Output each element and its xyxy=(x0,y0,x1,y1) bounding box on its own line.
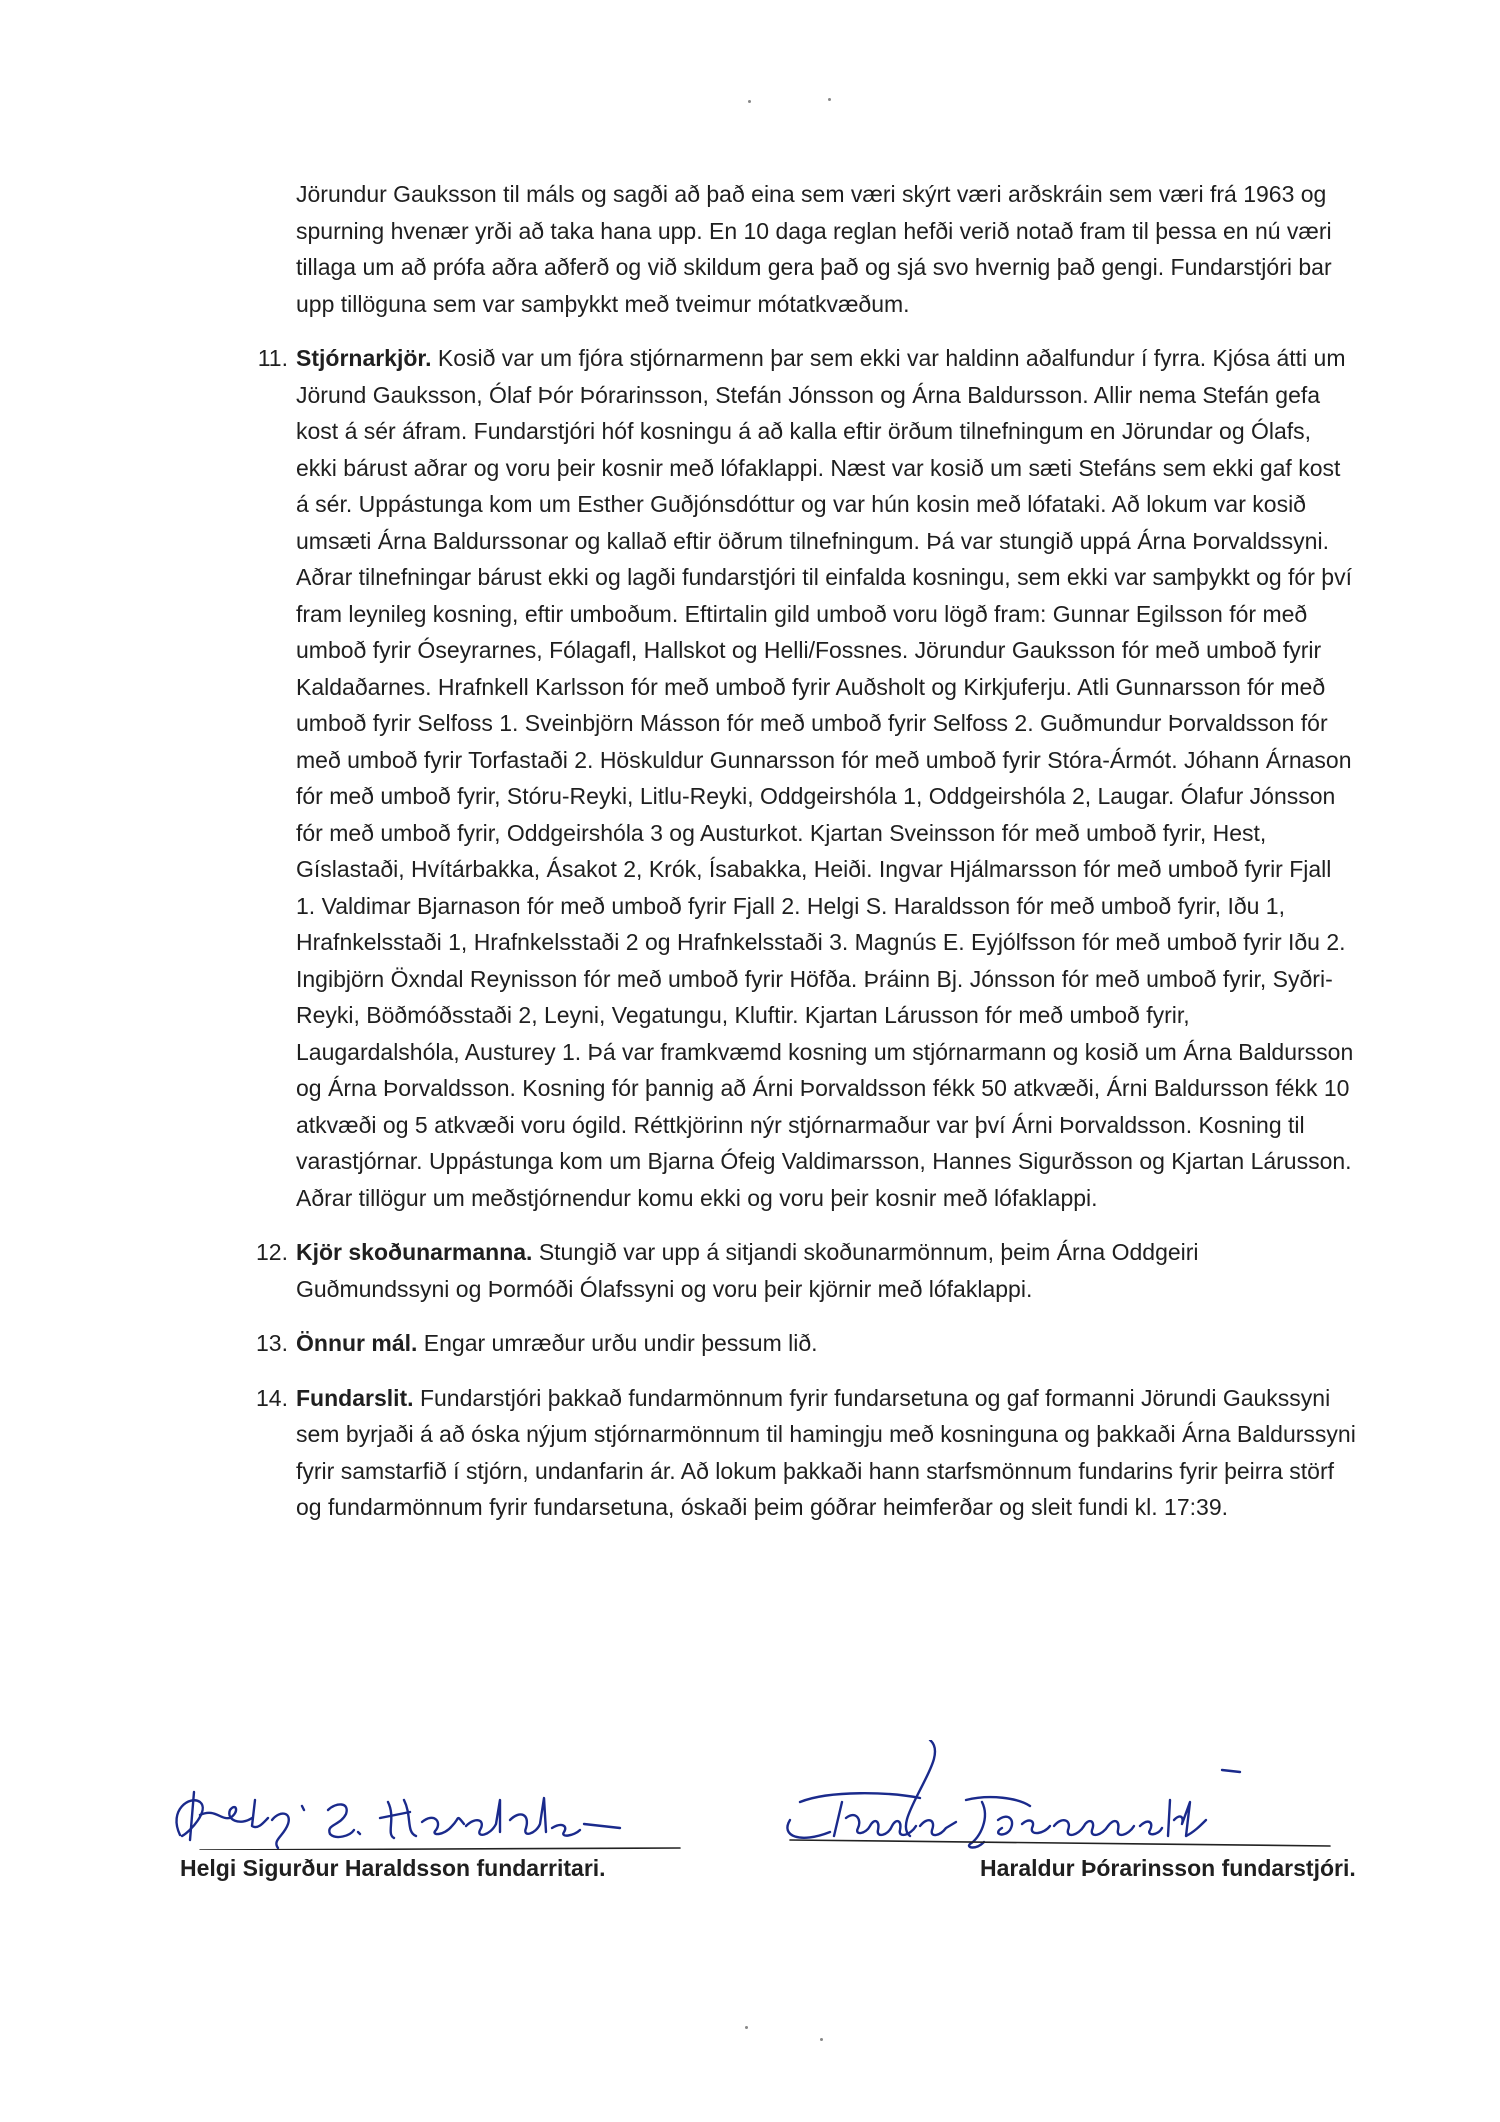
scan-speck xyxy=(820,2038,823,2041)
item-heading: Stjórnarkjör. xyxy=(296,345,432,371)
handwritten-signature-helgi xyxy=(160,1740,720,1850)
scan-speck xyxy=(828,98,831,101)
scan-speck xyxy=(748,100,751,103)
minutes-body xyxy=(256,176,1356,1544)
item-text: Engar umræður urðu undir þessum lið. xyxy=(417,1330,818,1356)
intro-paragraph: Jörundur Gauksson til máls og sagði að það eina sem væri skýrt væri arðskráin sem væri frá 1963 og spurning hvenær yrði að taka hana upp. En 10 daga reglan hefði verið notað fram til þessa en nú væri tillaga um að prófa aðra aðferð og við skildum gera það og sjá svo hvernig það gengi. Fundarstjóri bar upp tillöguna sem var samþykkt með tveimur mótatkvæðum. xyxy=(296,181,1332,317)
agenda-item-12 xyxy=(256,1234,1356,1307)
item-number: 13. xyxy=(256,1330,288,1356)
agenda-item-11 xyxy=(257,340,1356,1216)
handwritten-signature-haraldur xyxy=(770,1740,1350,1850)
signature-caption: Helgi Sigurður Haraldsson fundarritari. xyxy=(180,1855,606,1881)
item-number: 12. xyxy=(256,1239,288,1265)
item-text: Stungið var upp á sitjandi skoðunarmönnum, þeim Árna Oddgeiri Guðmundssyni og Þormóði Ólafssyni og voru þeir kjörnir með lófaklappi. xyxy=(296,1239,1199,1302)
item-number: 11. xyxy=(257,345,288,371)
item-number: 14. xyxy=(256,1384,288,1411)
signature-chair xyxy=(770,1740,1356,1890)
item-text: Kosið var um fjóra stjórnarmenn þar sem ekki var haldinn aðalfundur í fyrra. Kjósa átti um Jörund Gauksson, Ólaf Þór Þórarinsson, Stefán Jónsson og Árna Baldursson. Allir nema Stefán gefa kost á sér áfram. Fundarstjóri hóf kosningu á að kalla eftir örðum tilnefningum en Jörundar og Ólafs, ekki bárust aðrar og voru þeir kosnir með lófaklappi. Næst var kosið um sæti Stefáns sem ekki gaf kost á sér. Uppástunga kom um Esther Guðjónsdóttur og var hún kosin með lófataki. Að lokum var kosið umsæti Árna Baldurssonar og kallað eftir öðrum tilnefningum. Þá var stungið uppá Árna Þorvaldssyni. Aðrar tilnefningar bárust ekki og lagði fundarstjóri til einfalda kosningu, sem ekki var samþykkt og fór því fram leynileg kosning, eftir umboðum. Eftirtalin gild umboð voru lögð fram: Gunnar Egilsson fór með umboð fyrir Óseyrarnes, Fólagafl, Hallskot og Helli/Fossnes. Jörundur Gauksson fór með umboð fyrir Kaldaðarnes. Hrafnkell Karlsson fór með umboð fyrir Auðsholt og Kirkjuferju. Atli Gunnarsson fór með umboð fyrir Selfoss 1. Sveinbjörn Másson fór með umboð fyrir Selfoss 2. Guðmundur Þorvaldsson fór með umboð fyrir Torfastaði 2. Höskuldur Gunnarsson fór með umboð fyrir Stóra-Ármót. Jóhann Árnason fór með umboð fyrir, Stóru-Reyki, Litlu-Reyki, Oddgeirshóla 1, Oddgeirshóla 2, Laugar. Ólafur Jónsson fór með umboð fyrir, Oddgeirshóla 3 og Austurkot. Kjartan Sveinsson fór með umboð fyrir, Hest, Gíslastaði, Hvítárbakka, Ásakot 2, Krók, Ísabakka, Heiði. Ingvar Hjálmarsson fór með umboð fyrir Fjall 1. Valdimar Bjarnason fór með umboð fyrir Fjall 2. Helgi S. Haraldsson fór með umboð fyrir, Iðu 1, Hrafnkelsstaði 1, Hrafnkelsstaði 2 og Hrafnkelsstaði 3. Magnús E. Eyjólfsson fór með umboð fyrir Iðu 2. Ingibjörn Öxndal Reynisson fór með umboð fyrir Höfða. Þráinn Bj. Jónsson fór með umboð fyrir, Syðri-Reyki, Böðmóðsstaði 2, Leyni, Vegatungu, Kluftir. Kjartan Lárusson fór með umboð fyrir, Laugardalshóla, Austurey 1. Þá var framkvæmd kosning um stjórnarmann og kosið um Árna Baldursson og Árna Þorvaldsson. Kosning fór þannig að Árni Þorvaldsson fékk 50 atkvæði, Árni Baldursson fékk 10 atkvæði og 5 atkvæði voru ógild. Réttkjörinn nýr stjórnarmaður var því Árni Þorvaldsson. Kosning til varastjórnar. Uppástunga kom um Bjarna Ófeig Valdimarsson, Hannes Sigurðsson og Kjartan Lárusson. Aðrar tillögur um meðstjórnendur komu ekki og voru þeir kosnir með lófaklappi. xyxy=(296,345,1354,1211)
scan-speck xyxy=(745,2026,748,2029)
item-heading: Fundarslit. xyxy=(296,1384,414,1411)
item-text: Fundarstjóri þakkað fundarmönnum fyrir fundarsetuna og gaf formanni Jörundi Gaukssyni sem byrjaði á að óska nýjum stjórnarmönnum til hamingju með kosninguna og þakkaði Árna Baldurssyni fyrir samstarfið í stjórn, undanfarin ár. Að lokum þakkaði hann starfsmönnum fundarins fyrir þeirra störf og fundarmönnum fyrir fundarsetuna, óskaði þeim góðrar heimferðar og sleit fundi kl. 17:39. xyxy=(296,1384,1356,1520)
signature-caption: Haraldur Þórarinsson fundarstjóri. xyxy=(980,1855,1356,1881)
signature-block xyxy=(160,1740,1356,1890)
item-heading: Önnur mál. xyxy=(296,1330,418,1356)
item-heading: Kjör skoðunarmanna. xyxy=(296,1239,533,1265)
signature-recorder xyxy=(160,1740,720,1890)
agenda-item-14 xyxy=(256,1380,1356,1526)
agenda-item-13 xyxy=(256,1325,1356,1362)
